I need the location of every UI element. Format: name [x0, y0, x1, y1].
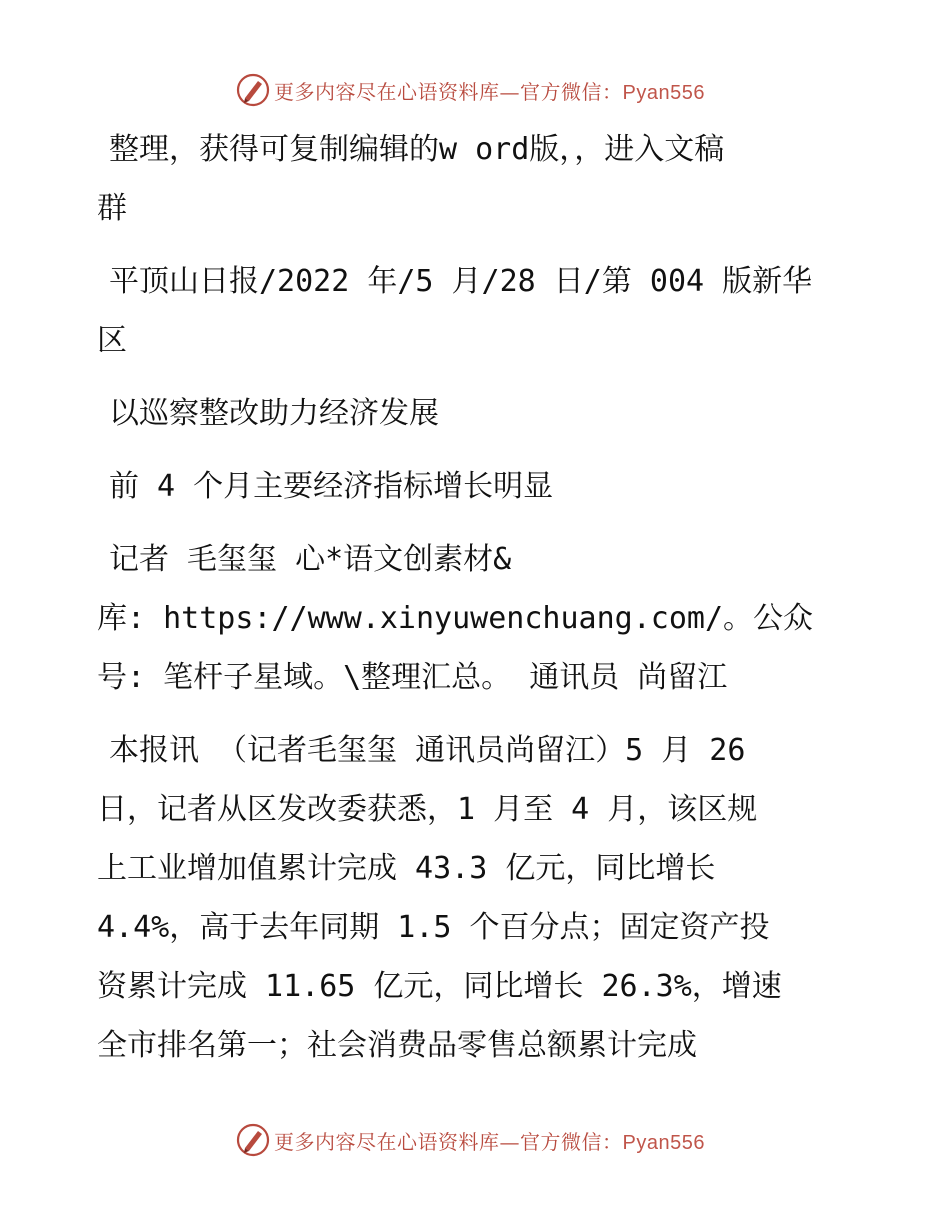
paragraph-gap: [97, 516, 857, 530]
paragraph: [97, 120, 857, 238]
text-line: 记者 毛玺玺 心*语文创素材&: [109, 542, 512, 577]
paragraph: [97, 721, 857, 1075]
text-line: 本报讯 （记者毛玺玺 通讯员尚留江）5 月 26: [109, 733, 746, 768]
paragraph-gap: [97, 238, 857, 252]
text-line: 以巡察整改助力经济发展: [109, 396, 439, 431]
watermark-text: 更多内容尽在心语资料库—官方微信：Pyan556: [274, 79, 705, 104]
text-line: 资累计完成 11.65 亿元，同比增长 26.3%，增速: [97, 969, 782, 1004]
document-body: [97, 120, 857, 1075]
paragraph: [97, 457, 857, 516]
text-line: 库: https://www.xinyuwenchuang.com/。公众: [97, 601, 814, 636]
text-line: 全市排名第一；社会消费品零售总额累计完成: [97, 1028, 697, 1063]
text-line: 区: [97, 323, 127, 358]
paragraph-gap: [97, 707, 857, 721]
paragraph-gap: [97, 370, 857, 384]
text-line: 号: 笔杆子星域。\整理汇总。 通讯员 尚留江: [97, 660, 728, 695]
text-line: 上工业增加值累计完成 43.3 亿元，同比增长: [97, 851, 716, 886]
watermark-text: 更多内容尽在心语资料库—官方微信：Pyan556: [274, 1129, 705, 1154]
text-line: 日，记者从区发改委获悉，1 月至 4 月，该区规: [97, 792, 758, 827]
text-line: 前 4 个月主要经济指标增长明显: [109, 469, 554, 504]
paragraph: [97, 530, 857, 707]
footer-watermark: [236, 1120, 756, 1160]
paragraph: [97, 384, 857, 443]
paragraph-gap: [97, 443, 857, 457]
text-line: 平顶山日报/2022 年/5 月/28 日/第 004 版新华: [109, 264, 813, 299]
paragraph: [97, 252, 857, 370]
pen-logo-icon: [236, 1123, 270, 1157]
text-line: 群: [97, 191, 127, 226]
pen-logo-icon: [236, 73, 270, 107]
text-line: 整理，获得可复制编辑的w ord版，，进入文稿: [109, 132, 725, 167]
text-line: 4.4%，高于去年同期 1.5 个百分点；固定资产投: [97, 910, 770, 945]
header-watermark: [236, 70, 756, 110]
